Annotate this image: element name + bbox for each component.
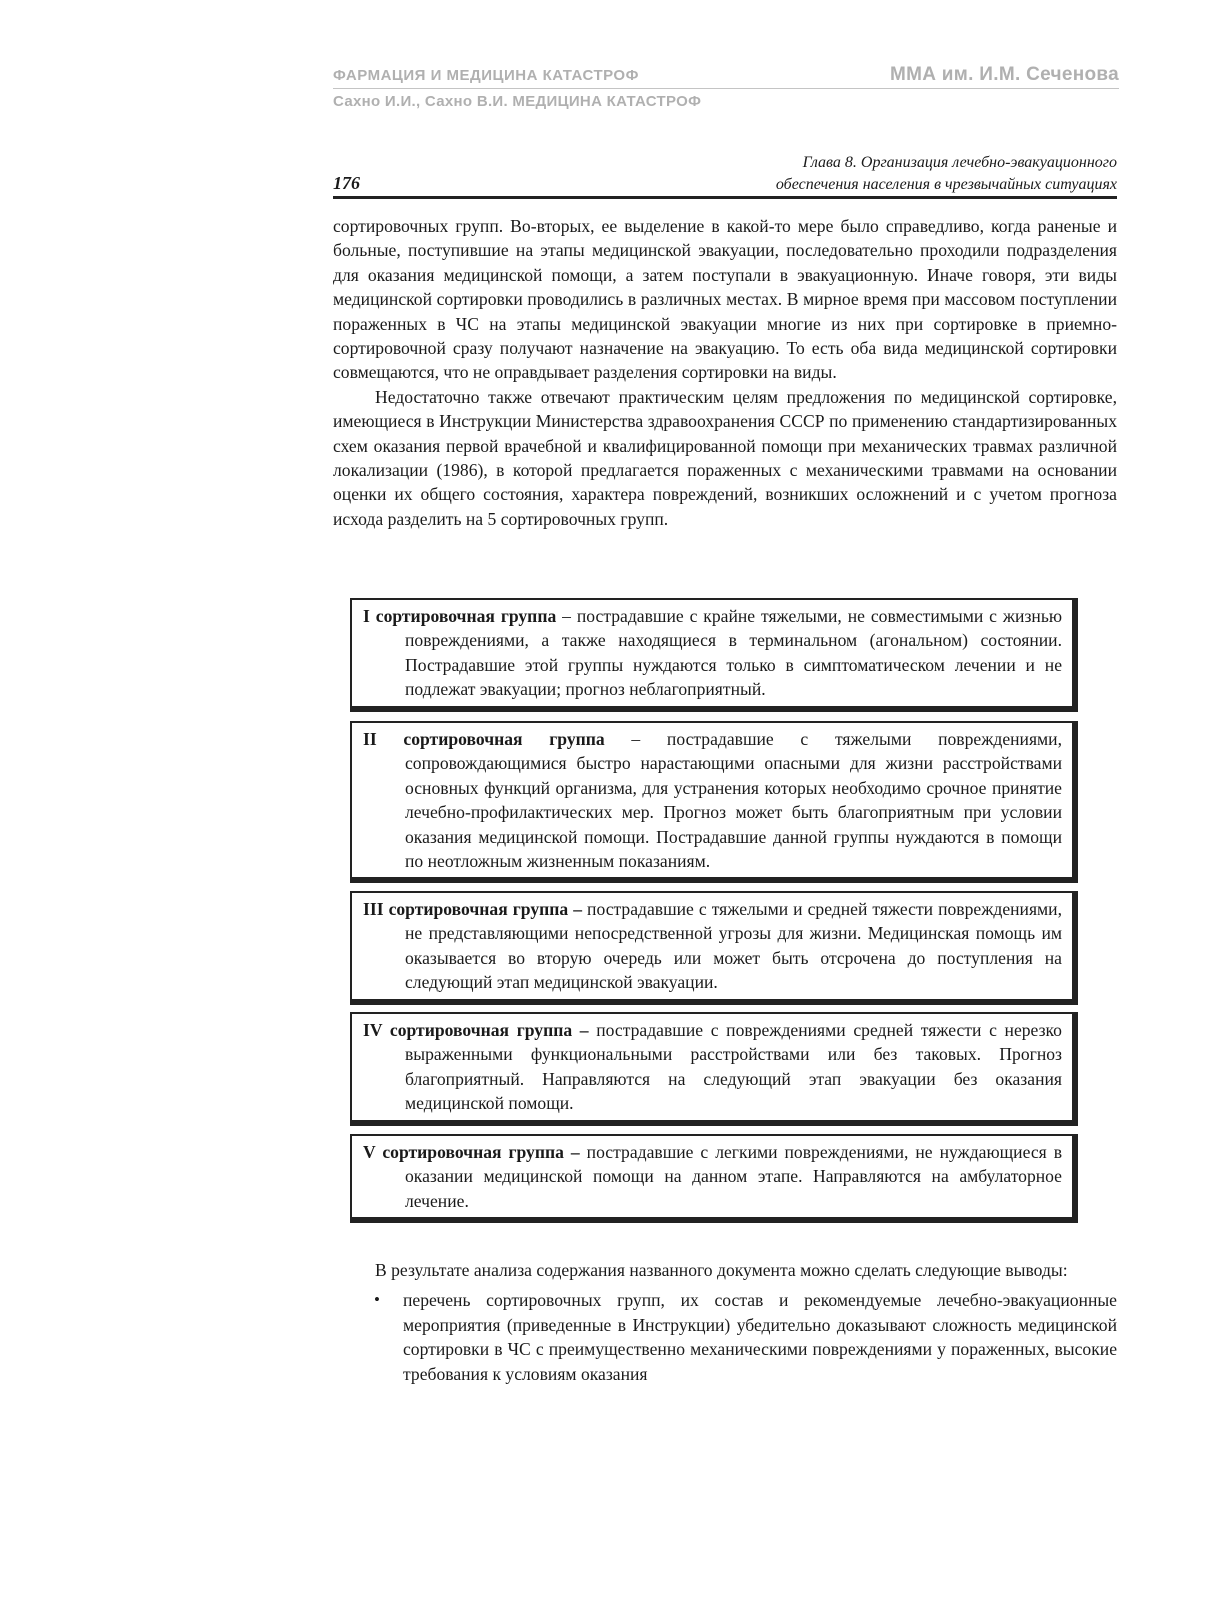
- conclusion-list: [333, 1288, 1117, 1386]
- group-box-1: [350, 598, 1078, 712]
- chapter-title-line1: Глава 8. Организация лечебно-эвакуационного: [802, 154, 1117, 171]
- group-text: [363, 727, 1062, 873]
- watermark-header: [333, 64, 1119, 110]
- group-title: III сортировочная группа –: [363, 899, 583, 919]
- group-description: пострадавшие с легкими повреждениями, не нуждающиеся в оказании медицинской помощи на данном этапе. Направляются на амбулаторное лечение.: [405, 1142, 1062, 1211]
- group-description: пострадавшие с тяжелыми и средней тяжести повреждениями, не представляющими непосредственной угрозы для жизни. Медицинская помощь им оказывается во вторую очередь или может быть отсрочена до поступления на следующий этап медицинской эвакуации.: [405, 899, 1062, 993]
- group-text: [363, 1018, 1062, 1116]
- watermark-right: ММА им. И.М. Сеченова: [889, 64, 1119, 85]
- group-box-4: [350, 1012, 1078, 1126]
- group-text: [363, 604, 1062, 702]
- group-description: – пострадавшие с крайне тяжелыми, не совместимыми с жизнью повреждениями, а также находящиеся в терминальном (агональном) состоянии. Пострадавшие этой группы нуждаются только в симптоматическом лечении и не подлежат эвакуации; прогноз неблагоприятный.: [405, 606, 1062, 700]
- group-text: [363, 1140, 1062, 1213]
- group-box-2: [350, 721, 1078, 883]
- group-title: II сортировочная группа: [363, 729, 605, 749]
- group-title: V сортировочная группа –: [363, 1142, 580, 1162]
- group-box-3: [350, 891, 1078, 1005]
- bullet-icon: •: [374, 1290, 380, 1310]
- group-description: – пострадавшие с тяжелыми повреждениями, сопровождающимися быстро нарастающими опасными для жизни расстройствами основных функций организма, для устранения которых необходимо срочное принятие лечебно-профилактических мер. Прогноз может быть благоприятным при условии оказания медицинской помощи. Пострадавшие данной группы нуждаются в помощи по неотложным жизненным показаниям.: [405, 729, 1062, 872]
- group-title: IV сортировочная группа –: [363, 1020, 589, 1040]
- chapter-title-line2: обеспечения населения в чрезвычайных ситуациях: [775, 176, 1117, 193]
- paragraph-1: сортировочных групп. Во-вторых, ее выделение в какой-то мере было справедливо, когда раненые и больные, поступившие на этапы медицинской эвакуации, последовательно проходили подразделения для оказания медицинской помощи, а затем поступали в эвакуационную. Иначе говоря, эти виды медицинской сортировки проводились в различных местах. В мирное время при массовом поступлении пораженных в ЧС на этапы медицинской эвакуации многие из них при сортировке в приемно-сортировочной сразу получают назначение на эвакуацию. То есть оба вида медицинской сортировки совмещаются, что не оправдывает разделения сортировки на виды.: [333, 216, 1117, 383]
- body-text: [333, 214, 1117, 531]
- watermark-left: ФАРМАЦИЯ И МЕДИЦИНА КАТАСТРОФ: [333, 67, 639, 84]
- paragraph-2: Недостаточно также отвечают практическим целям предложения по медицинской сортировке, имеющиеся в Инструкции Министерства здравоохранения СССР по применению стандартизированных схем оказания первой врачебной и квалифицированной помощи при механических травмах различной локализации (1986), в которой предлагается пораженных с механическими травмами на основании оценки их общего состояния, характера повреждений, возникших осложнений и с учетом прогноза исхода разделить на 5 сортировочных групп.: [333, 386, 1117, 529]
- list-item-text: перечень сортировочных групп, их состав и рекомендуемые лечебно-эвакуационные мероприятия (приведенные в Инструкции) убедительно доказывают сложность медицинской сортировки в ЧС с преимущественно механическими повреждениями у пораженных, высокие требования к условиям оказания: [403, 1290, 1117, 1384]
- conclusion: [333, 1258, 1117, 1386]
- watermark-row: [333, 64, 1119, 89]
- watermark-sub: Сахно И.И., Сахно В.И. МЕДИЦИНА КАТАСТРОФ: [333, 93, 702, 110]
- group-title: I сортировочная группа: [363, 606, 557, 626]
- group-text: [363, 897, 1062, 995]
- group-description: пострадавшие с повреждениями средней тяжести с нерезко выраженными функциональными расстройствами или без таковых. Прогноз благоприятный. Направляются на следующий этап эвакуации без оказания медицинской помощи.: [405, 1020, 1062, 1114]
- conclusion-intro: В результате анализа содержания названного документа можно сделать следующие выводы:: [375, 1260, 1068, 1280]
- list-item: [333, 1288, 1117, 1386]
- running-head-row: [333, 173, 1117, 194]
- group-box-5: [350, 1134, 1078, 1223]
- page-number: 176: [333, 173, 360, 193]
- running-head: [333, 153, 1117, 199]
